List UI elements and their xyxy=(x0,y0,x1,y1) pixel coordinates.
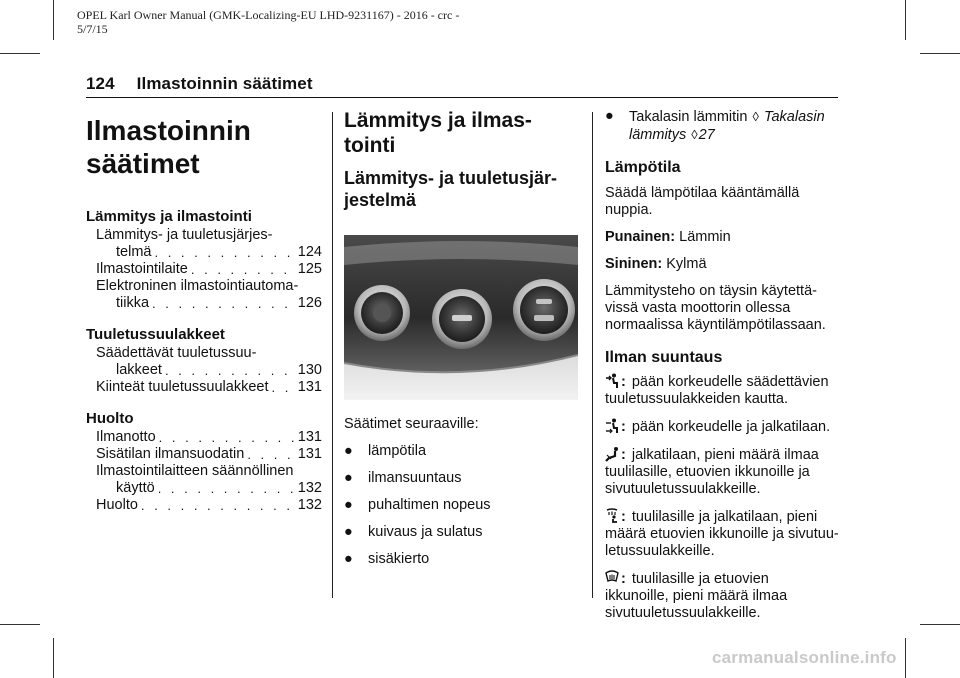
air-distribution-heading: Ilman suuntaus xyxy=(605,349,723,366)
mode-separator: : xyxy=(621,447,626,463)
toc-entry-text: Ilmanotto xyxy=(96,429,156,445)
list-item-text: kuivaus ja sulatus xyxy=(368,524,483,540)
air-mode-defrost xyxy=(605,570,845,622)
left-column xyxy=(86,108,322,514)
list-item-text: puhaltimen nopeus xyxy=(368,497,491,513)
bullet-glyph: ● xyxy=(344,551,353,567)
red-setting xyxy=(605,229,845,246)
toc-entry-text: tiikka xyxy=(116,295,150,311)
toc-entry[interactable] xyxy=(86,379,322,396)
mode-separator: : xyxy=(621,419,626,435)
controls-list xyxy=(344,443,580,568)
crop-mark xyxy=(53,0,54,40)
mode-description: tuuletussuulakkeiden kautta. xyxy=(605,391,788,407)
toc-entry-text: telmä xyxy=(116,244,152,260)
red-label: Punainen: xyxy=(605,229,676,245)
toc-entry-text: Säädettävät tuuletussuu- xyxy=(96,345,257,361)
crop-mark xyxy=(920,624,960,625)
air-mode-feet xyxy=(605,446,845,498)
toc-entry-text: käyttö xyxy=(116,480,155,496)
paragraph-line: Säädä lämpötilaa kääntämällä xyxy=(605,185,800,201)
toc-leader xyxy=(159,429,295,446)
header-rule xyxy=(86,97,838,98)
blue-setting xyxy=(605,256,845,273)
list-item-text: Takalasin lämmitin xyxy=(629,109,748,125)
toc-entry[interactable] xyxy=(86,463,322,480)
toc-page-number: 131 xyxy=(297,429,322,445)
paragraph-line: vissä vasta moottorin ollessa xyxy=(605,300,791,316)
column-divider xyxy=(592,112,593,598)
list-item-text: ilmansuuntaus xyxy=(368,470,462,486)
page-header xyxy=(86,74,313,94)
crop-mark xyxy=(53,638,54,678)
toc-entry-text: Sisätilan ilmansuodatin xyxy=(96,446,245,462)
airflow-windscreen-feet-icon xyxy=(605,508,619,524)
subsection-title-line: jestelmä xyxy=(344,190,417,210)
mode-description: letussuulakkeille. xyxy=(605,543,715,559)
toc-page-number: 130 xyxy=(297,362,322,378)
rear-heater-list xyxy=(605,108,845,144)
heating-note xyxy=(605,283,845,334)
subsection-title-line: Lämmitys- ja tuuletusjär- xyxy=(344,168,558,188)
crop-mark xyxy=(905,638,906,678)
column-divider xyxy=(332,112,333,598)
paragraph-line: nuppia. xyxy=(605,202,653,218)
mode-description: pään korkeudelle säädettävien xyxy=(631,374,829,390)
toc-entry[interactable] xyxy=(86,261,322,278)
list-item-text: lämpötila xyxy=(368,443,427,459)
toc-leader xyxy=(158,480,295,497)
toc-entry[interactable] xyxy=(86,446,322,463)
mode-separator: : xyxy=(621,509,626,525)
temperature-heading: Lämpötila xyxy=(605,159,681,176)
toc-page-number: 132 xyxy=(297,497,322,513)
bullet-glyph: ● xyxy=(344,524,353,540)
section-title-line: tointi xyxy=(344,134,396,157)
air-mode-windscreen-feet xyxy=(605,508,845,560)
toc-entry-cont[interactable] xyxy=(86,480,322,497)
toc-page-number: 132 xyxy=(297,480,322,496)
toc-entry[interactable] xyxy=(86,345,322,362)
cross-reference-arrow-icon: ◊ xyxy=(691,127,698,142)
bullet-glyph: ● xyxy=(344,443,353,459)
controls-intro: Säätimet seuraaville: xyxy=(344,416,479,432)
toc-entry-cont[interactable] xyxy=(86,244,322,261)
toc-page-number: 126 xyxy=(297,295,322,311)
paragraph-line: normaalissa käyntilämpötilassaan. xyxy=(605,317,826,333)
cross-reference-title: lämmitys xyxy=(629,127,687,143)
crop-mark xyxy=(0,53,40,54)
mode-description: määrä etuovien ikkunoille ja sivutuu- xyxy=(605,526,839,542)
airflow-face-feet-icon xyxy=(605,418,619,434)
subsection-title xyxy=(344,167,580,211)
red-value: Lämmin xyxy=(679,229,731,245)
bullet-glyph: ● xyxy=(344,470,353,486)
toc-entry-cont[interactable] xyxy=(86,362,322,379)
mode-description: pään korkeudelle ja jalkatilaan. xyxy=(631,419,831,435)
toc-leader xyxy=(154,244,294,261)
temperature-text xyxy=(605,185,845,219)
airflow-face-icon xyxy=(605,373,619,389)
toc-section-heading[interactable]: Tuuletussuulakkeet xyxy=(86,326,225,343)
right-column xyxy=(605,108,845,622)
mode-description: ikkunoille, pieni määrä ilmaa xyxy=(605,588,788,604)
toc-leader xyxy=(152,295,295,312)
chapter-title xyxy=(86,114,322,180)
crop-mark xyxy=(905,0,906,40)
toc-leader xyxy=(191,261,295,278)
running-title: Ilmastoinnin säätimet xyxy=(136,74,313,93)
toc-entry-text: Kiinteät tuuletussuulakkeet xyxy=(96,379,269,395)
list-item-text: sisäkierto xyxy=(368,551,430,567)
blue-label: Sininen: xyxy=(605,256,663,272)
toc-list xyxy=(86,227,322,312)
chapter-title-line: säätimet xyxy=(86,148,200,179)
meta-date: 5/7/15 xyxy=(77,22,108,36)
toc-page-number: 131 xyxy=(297,379,322,395)
toc-entry-text: Lämmitys- ja tuuletusjärjes- xyxy=(96,227,273,243)
mode-separator: : xyxy=(621,571,626,587)
list-item xyxy=(605,108,845,144)
crop-mark xyxy=(0,624,40,625)
mode-description: sivutuuletussuulakkeille. xyxy=(605,481,761,497)
cross-reference-title: Takalasin xyxy=(763,109,825,125)
toc-list xyxy=(86,345,322,396)
toc-page-number: 125 xyxy=(297,261,322,277)
meta-line: OPEL Karl Owner Manual (GMK-Localizing-EU LHD-9231167) - 2016 - crc - xyxy=(77,8,460,22)
defrost-windscreen-icon xyxy=(605,570,619,586)
list-item xyxy=(344,443,580,460)
toc-leader xyxy=(247,446,294,463)
toc-section-heading[interactable]: Lämmitys ja ilmastointi xyxy=(86,208,252,225)
toc-entry[interactable] xyxy=(86,227,322,244)
toc-entry[interactable] xyxy=(86,429,322,446)
mode-description: sivutuuletussuulakkeille. xyxy=(605,605,761,621)
cross-reference-arrow-icon: ◊ xyxy=(752,109,759,124)
list-item xyxy=(344,524,580,541)
toc-entry[interactable] xyxy=(86,497,322,514)
middle-column xyxy=(344,108,580,568)
air-mode-face-feet xyxy=(605,418,845,436)
toc-entry-cont[interactable] xyxy=(86,295,322,312)
toc-leader xyxy=(141,497,295,514)
toc-entry-text: lakkeet xyxy=(116,362,162,378)
air-mode-face xyxy=(605,373,845,408)
toc-entry-text: Huolto xyxy=(96,497,138,513)
cross-reference-page: 27 xyxy=(698,127,715,143)
crop-mark xyxy=(920,53,960,54)
document-meta xyxy=(77,8,497,36)
paragraph-line: Lämmitysteho on täysin käytettä- xyxy=(605,283,817,299)
toc-entry[interactable] xyxy=(86,278,322,295)
toc-page-number: 124 xyxy=(297,244,322,260)
bullet-glyph: ● xyxy=(344,497,353,513)
toc-list xyxy=(86,429,322,514)
list-item xyxy=(344,470,580,487)
watermark: carmanualsonline.info xyxy=(712,648,897,667)
mode-description: jalkatilaan, pieni määrä ilmaa xyxy=(631,447,819,463)
toc-leader xyxy=(165,362,295,379)
toc-leader xyxy=(272,379,295,396)
list-item xyxy=(344,551,580,568)
mode-description: tuulilasille ja jalkatilaan, pieni xyxy=(631,509,818,525)
list-item xyxy=(344,497,580,514)
blue-value: Kylmä xyxy=(666,256,707,272)
toc-page-number: 131 xyxy=(297,446,322,462)
mode-separator: : xyxy=(621,374,626,390)
chapter-title-line: Ilmastoinnin xyxy=(86,115,251,146)
mode-description: tuulilasille ja etuovien xyxy=(631,571,769,587)
toc-entry-text: Elektroninen ilmastointiautoma- xyxy=(96,278,299,294)
section-title-line: Lämmitys ja ilmas- xyxy=(344,109,532,132)
bullet-glyph: ● xyxy=(605,108,614,124)
airflow-feet-icon xyxy=(605,446,619,462)
climate-control-photo xyxy=(344,235,578,400)
mode-description: tuulilasille, etuovien ikkunoille ja xyxy=(605,464,810,480)
climate-control-panel-image xyxy=(344,235,578,400)
section-title xyxy=(344,108,580,158)
toc-entry-text: Ilmastointilaitteen säännöllinen xyxy=(96,463,294,479)
page-number: 124 xyxy=(86,74,115,93)
toc-entry-text: Ilmastointilaite xyxy=(96,261,188,277)
toc-section-heading[interactable]: Huolto xyxy=(86,410,134,427)
